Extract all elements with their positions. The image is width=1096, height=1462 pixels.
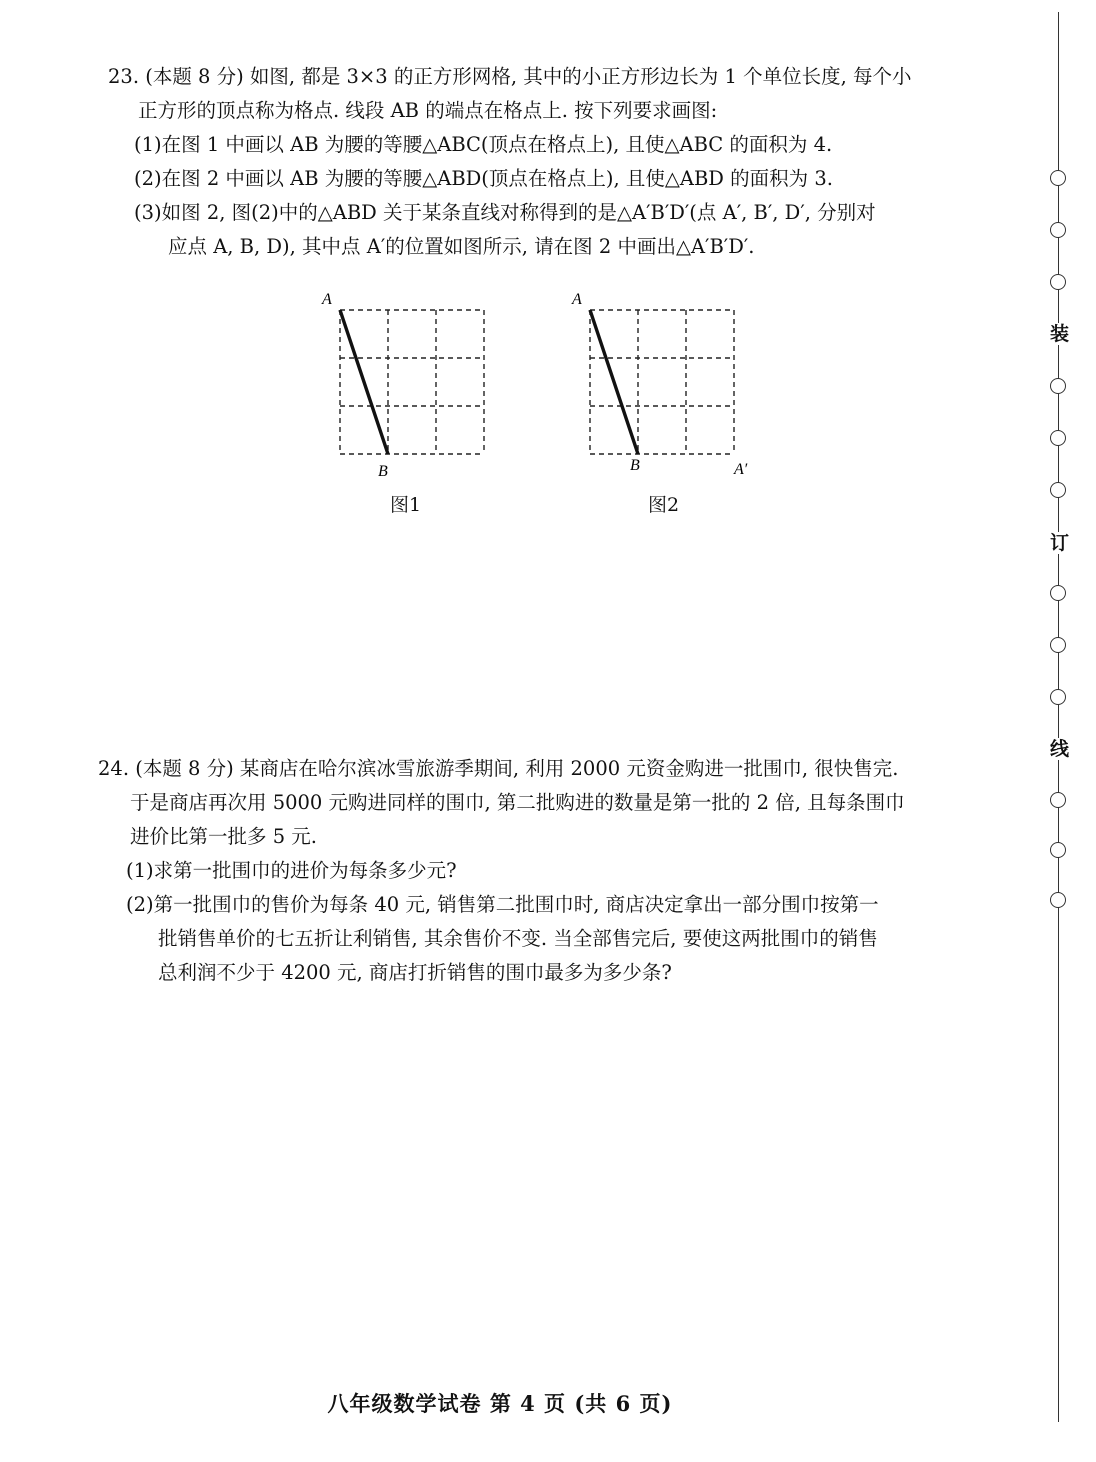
q24-part1: (1)求第一批围巾的进价为每条多少元? [126,859,457,882]
q24-part2a: (2)第一批围巾的售价为每条 40 元, 销售第二批围巾时, 商店决定拿出一部分围巾按第一 [126,893,879,916]
binding-hole-icon [1050,689,1066,705]
binding-hole-icon [1050,170,1066,186]
binding-hole-icon [1050,842,1066,858]
binding-hole-icon [1050,430,1066,446]
q24-line2: 于是商店再次用 5000 元购进同样的围巾, 第二批购进的数量是第一批的 2 倍, 且每条围巾 [130,791,905,814]
q23-line2: 正方形的顶点称为格点. 线段 AB 的端点在格点上. 按下列要求画图: [138,99,718,122]
binding-hole-icon [1050,585,1066,601]
q23-part3b: 应点 A, B, D), 其中点 A′的位置如图所示, 请在图 2 中画出△A′B′D′. [168,235,755,258]
point-b-label: B [378,463,388,480]
binding-hole-icon [1050,222,1066,238]
q23-part2: (2)在图 2 中画以 AB 为腰的等腰△ABD(顶点在格点上), 且使△ABD 的面积为 3. [134,167,833,190]
binding-hole-icon [1050,892,1066,908]
q24-part2b: 批销售单价的七五折让利销售, 其余售价不变. 当全部售完后, 要使这两批围巾的销售 [158,927,878,950]
binding-hole-icon [1050,792,1066,808]
point-a-prime-label: A′ [734,461,748,478]
binding-hole-icon [1050,482,1066,498]
segment-ab [340,310,388,454]
q23-part1: (1)在图 1 中画以 AB 为腰的等腰△ABC(顶点在格点上), 且使△ABC 的面积为 4. [134,133,833,156]
figure-2-caption: 图2 [648,494,680,516]
figure-2-grid [568,290,768,490]
q24-line3: 进价比第一批多 5 元. [130,825,318,848]
point-a-label: A [572,291,582,308]
q24-part2c: 总利润不少于 4200 元, 商店打折销售的围巾最多为多少条? [158,961,672,984]
figure-1 [318,290,498,490]
page-footer: 八年级数学试卷 第 4 页 (共 6 页) [327,1391,673,1416]
q23-line1: 23. (本题 8 分) 如图, 都是 3×3 的正方形网格, 其中的小正方形边长为 1 个单位长度, 每个小 [108,65,912,88]
segment-ab [590,310,638,454]
point-a-label: A [322,291,332,308]
figure-2 [568,290,768,490]
figure-1-grid [318,290,498,490]
q23-part3a: (3)如图 2, 图(2)中的△ABD 关于某条直线对称得到的是△A′B′D′(点 A′, B′, D′, 分别对 [134,201,876,224]
binding-hole-icon [1050,378,1066,394]
question-24 [98,752,988,990]
q24-line1: 24. (本题 8 分) 某商店在哈尔滨冰雪旅游季期间, 利用 2000 元资金购进一批围巾, 很快售完. [98,757,899,780]
question-23 [108,60,988,264]
point-b-label: B [630,457,640,474]
binding-char-zhuang: 装 [1050,323,1070,345]
figure-1-caption: 图1 [390,494,422,516]
binding-char-xian: 线 [1050,738,1070,760]
binding-hole-icon [1050,274,1066,290]
binding-char-ding: 订 [1050,532,1070,554]
binding-hole-icon [1050,637,1066,653]
